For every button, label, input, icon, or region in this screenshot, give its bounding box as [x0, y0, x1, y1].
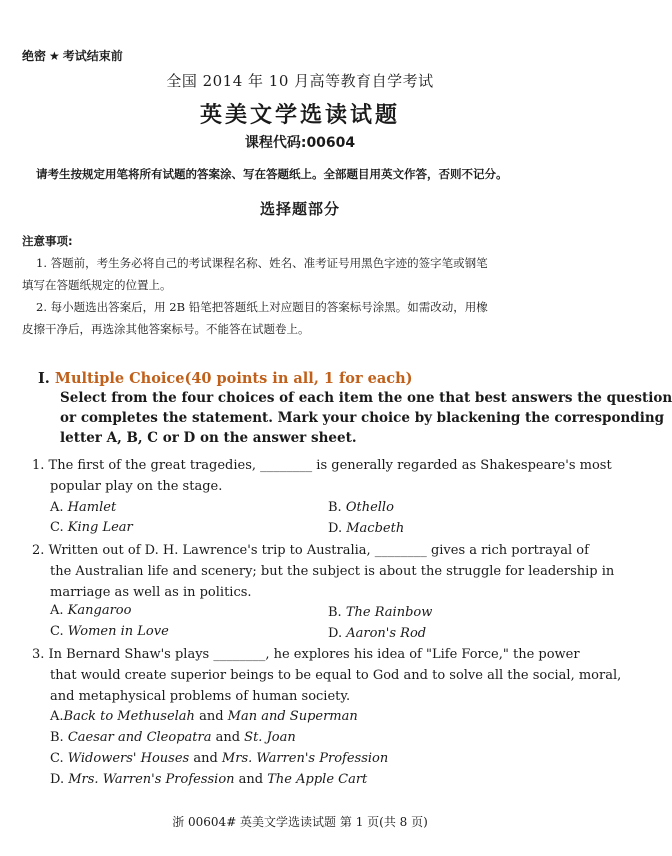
secret-tail-text: 考试结束前	[62, 49, 123, 63]
option-text: Hamlet	[67, 500, 117, 515]
question-3-line: 3. In Bernard Shaw's plays ________, he explores his idea of "Life Force," the power	[32, 647, 580, 662]
option-text: Kangaroo	[67, 603, 132, 618]
note-line: 填写在答题纸规定的位置上。	[22, 278, 172, 292]
option-title: Mrs. Warren's Profession	[221, 751, 389, 766]
answer-instruction: 请考生按规定用笔将所有试题的答案涂、写在答题纸上。全部题目用英文作答，否则不记分。	[36, 167, 508, 181]
option-letter: C.	[50, 520, 64, 535]
option-letter: B.	[50, 730, 64, 745]
question-1-line: popular play on the stage.	[50, 479, 223, 494]
q1-option-c	[50, 520, 133, 535]
option-letter: A.	[50, 603, 64, 618]
option-text: Aaron's Rod	[346, 626, 427, 641]
q3-option-d	[50, 772, 367, 787]
q1-option-a	[50, 500, 116, 515]
q2-option-a	[50, 603, 131, 618]
question-3-line: and metaphysical problems of human society.	[50, 689, 351, 704]
option-letter: D.	[328, 626, 343, 641]
option-joiner: and	[234, 772, 268, 787]
option-letter: B.	[328, 500, 342, 515]
q2-option-c	[50, 624, 169, 639]
option-letter: C.	[50, 624, 64, 639]
page-footer: 浙 00604# 英美文学选读试题 第 1 页(共 8 页)	[172, 815, 428, 829]
question-2-line: marriage as well as in politics.	[50, 585, 252, 600]
q2-option-d	[328, 626, 426, 641]
exam-session-line: 全国 2014 年 10 月高等教育自学考试	[166, 72, 434, 90]
secret-text: 绝密	[22, 49, 47, 63]
part1-points: (40 points in all, 1 for each)	[184, 370, 413, 387]
option-letter: D.	[328, 521, 343, 536]
option-text: Othello	[345, 500, 394, 515]
option-title: St. Joan	[244, 730, 296, 745]
option-text: Women in Love	[67, 624, 169, 639]
part1-title: Multiple Choice	[54, 370, 185, 387]
part1-desc-line: Select from the four choices of each item the one that best answers the question	[60, 390, 672, 406]
option-text: King Lear	[67, 520, 133, 535]
option-title: Mrs. Warren's Profession	[68, 772, 235, 787]
page-title: 英美文学选读试题	[199, 103, 400, 128]
question-3-line: that would create superior beings to be equal to God and to solve all the social, moral,	[50, 668, 622, 683]
q1-option-b	[328, 500, 394, 515]
option-joiner: and	[194, 709, 228, 724]
option-title: The Apple Cart	[267, 772, 368, 787]
option-title: Widowers' Houses	[67, 751, 190, 766]
option-letter: B.	[328, 605, 342, 620]
part1-number: Ⅰ.	[38, 370, 50, 387]
question-2-line: 2. Written out of D. H. Lawrence's trip to Australia, ________ gives a rich portrayal of	[32, 543, 589, 558]
star-icon: ★	[49, 49, 60, 63]
confidential-label	[22, 47, 123, 64]
note-line: 2. 每小题选出答案后，用 2B 铅笔把答题纸上对应题目的答案标号涂黑。如需改动，用橡	[36, 300, 488, 314]
option-text: The Rainbow	[345, 605, 433, 620]
question-2-line: the Australian life and scenery; but the subject is about the struggle for leadership in	[50, 564, 615, 579]
option-title: Caesar and Cleopatra	[67, 730, 212, 745]
option-title: Back to Methuselah	[63, 709, 195, 724]
note-line: 1. 答题前，考生务必将自己的考试课程名称、姓名、准考证号用黑色字迹的签字笔或钢笔	[36, 256, 488, 270]
course-code: 课程代码:00604	[244, 135, 356, 151]
option-text: Macbeth	[346, 521, 405, 536]
q2-option-b	[328, 605, 432, 620]
part1-desc-line: or completes the statement. Mark your choice by blackening the corresponding	[60, 410, 665, 426]
q3-option-c	[50, 751, 388, 766]
notes-heading: 注意事项:	[22, 234, 73, 248]
q3-option-a	[50, 709, 358, 724]
q1-option-d	[328, 521, 404, 536]
option-letter: A.	[50, 709, 64, 724]
question-1-line: 1. The first of the great tragedies, ________ is generally regarded as Shakespeare's most	[32, 458, 612, 473]
part1-heading	[38, 370, 413, 387]
option-joiner: and	[211, 730, 245, 745]
option-letter: A.	[50, 500, 64, 515]
q3-option-b	[50, 730, 296, 745]
section-title: 选择题部分	[259, 200, 340, 218]
note-line: 皮擦干净后，再选涂其他答案标号。不能答在试题卷上。	[22, 322, 310, 336]
part1-desc-line: letter A, B, C or D on the answer sheet.	[60, 430, 357, 446]
option-letter: C.	[50, 751, 64, 766]
option-title: Man and Superman	[227, 709, 358, 724]
option-joiner: and	[189, 751, 222, 766]
option-letter: D.	[50, 772, 65, 787]
